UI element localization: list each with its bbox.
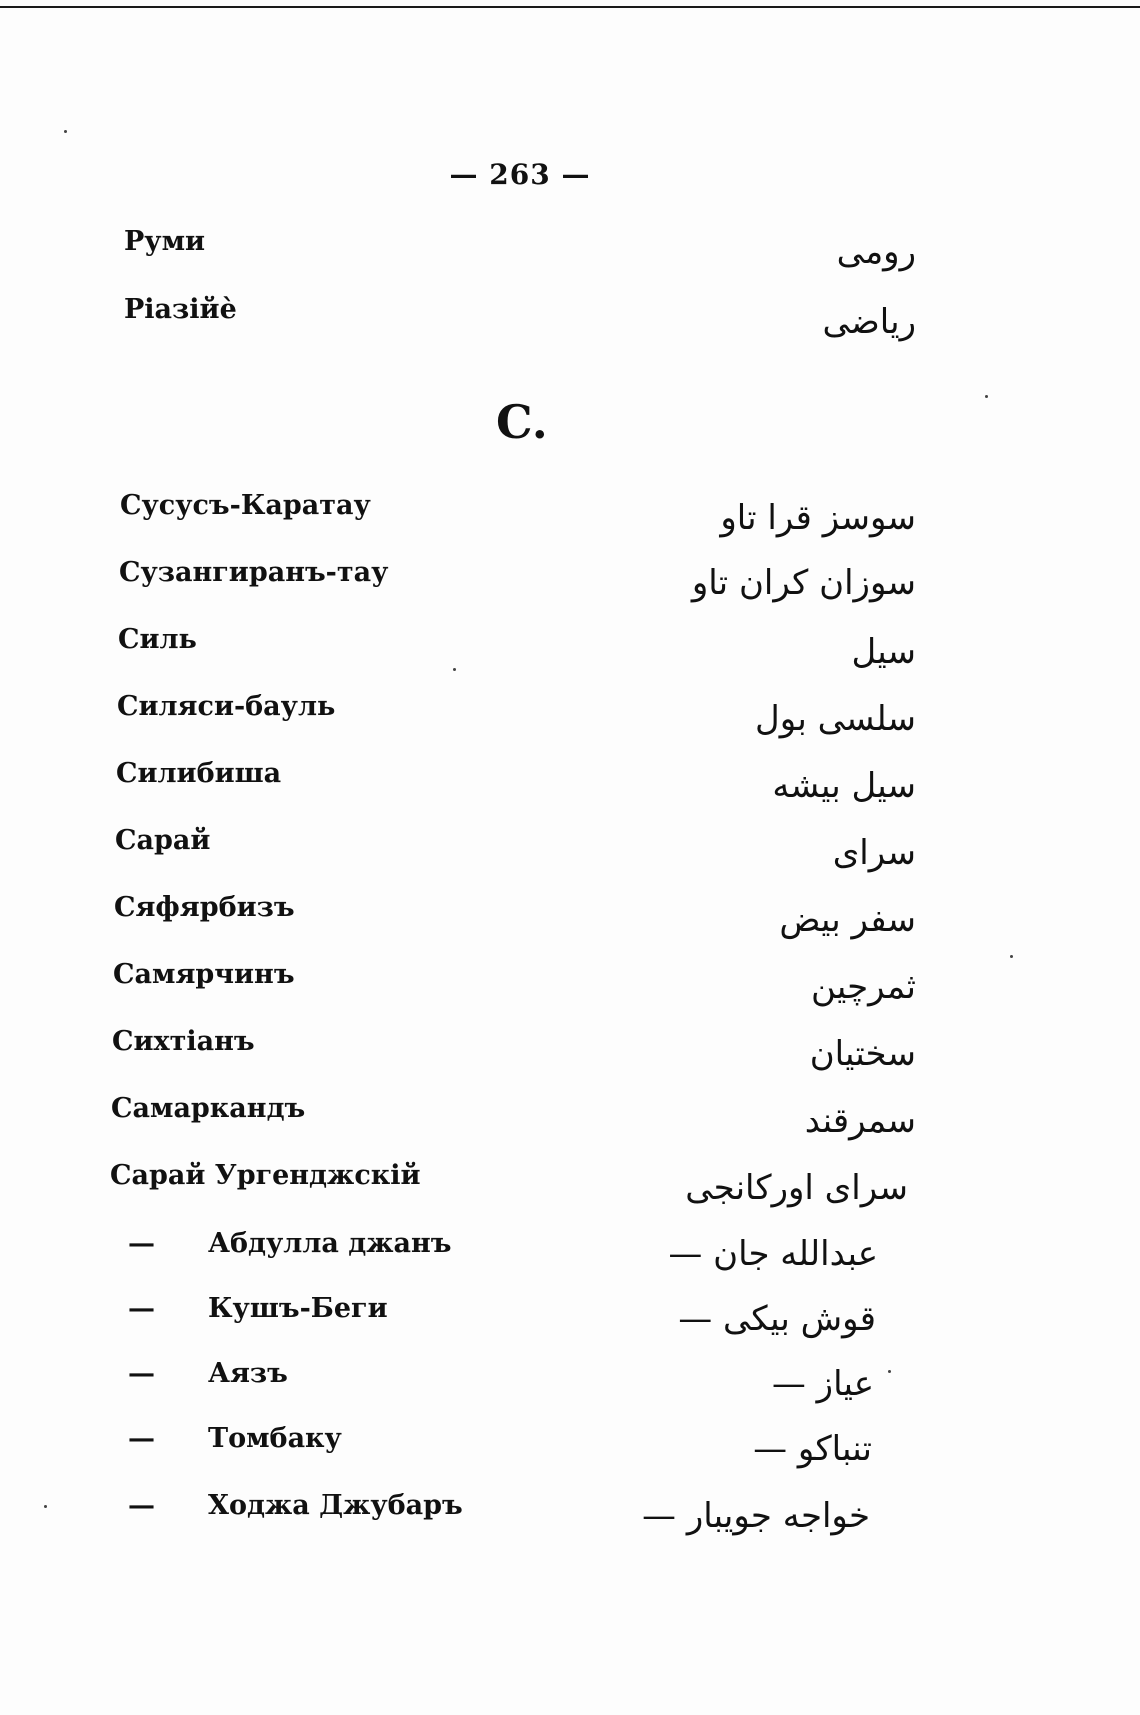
russian-term: Кушъ-Беги — [208, 1293, 388, 1324]
arabic-term: عیاز — — [771, 1364, 874, 1404]
list-item — [0, 294, 1140, 356]
russian-term: Сузангиранъ-тау — [119, 557, 389, 588]
russian-term: Сихтіанъ — [112, 1026, 255, 1057]
arabic-term: ریاضی — [822, 302, 916, 342]
list-item — [0, 825, 1140, 887]
arabic-term: خواجه جویبار — — [642, 1496, 870, 1536]
russian-term: Ріазійѐ — [124, 294, 237, 325]
section-heading: C. — [496, 395, 548, 449]
list-item — [0, 1160, 1140, 1222]
list-item — [0, 691, 1140, 753]
arabic-term: سلسی بول — [755, 699, 916, 739]
arabic-term: سرای اورکانجی — [685, 1168, 908, 1208]
russian-term: Руми — [124, 226, 206, 257]
list-item — [0, 624, 1140, 686]
ditto-dash: — — [128, 1228, 155, 1259]
arabic-term: سیل — [851, 632, 916, 672]
arabic-term: سفر بیض — [779, 900, 916, 940]
list-item — [0, 557, 1140, 619]
arabic-term: تنباکو — — [753, 1429, 872, 1469]
scan-speck — [1010, 955, 1013, 958]
arabic-term: سوزان کران تاو — [691, 563, 916, 603]
list-item — [0, 1490, 1140, 1552]
list-item — [0, 959, 1140, 1021]
ditto-dash: — — [128, 1423, 155, 1454]
list-item — [0, 490, 1140, 552]
list-item — [0, 758, 1140, 820]
scan-speck — [985, 395, 988, 398]
arabic-term: سمرقند — [804, 1101, 916, 1141]
russian-term: Сяфярбизъ — [114, 892, 295, 923]
russian-term: Сарай — [115, 825, 211, 856]
russian-term: Сусусъ-Каратау — [120, 490, 371, 521]
arabic-term: سختیان — [809, 1034, 916, 1074]
russian-term: Самярчинъ — [113, 959, 295, 990]
ditto-dash: — — [128, 1358, 155, 1389]
russian-term: Абдулла джанъ — [208, 1228, 452, 1259]
russian-term: Силибиша — [116, 758, 282, 789]
top-edge-rule — [0, 6, 1140, 8]
scan-speck — [453, 668, 456, 671]
scan-speck — [888, 1370, 891, 1373]
arabic-term: قوش بیکی — — [678, 1299, 876, 1339]
arabic-term: رومی — [836, 232, 916, 272]
russian-term: Силяси-бауль — [117, 691, 336, 722]
russian-term: Силь — [118, 624, 197, 655]
arabic-term: ثمرچین — [810, 967, 916, 1007]
list-item — [0, 1228, 1140, 1290]
ditto-dash: — — [128, 1293, 155, 1324]
russian-term: Аязъ — [208, 1358, 288, 1389]
list-item — [0, 1293, 1140, 1355]
list-item — [0, 1358, 1140, 1420]
list-item — [0, 226, 1140, 288]
list-item — [0, 892, 1140, 954]
arabic-term: سوسز قرا تاو — [720, 498, 916, 538]
list-item — [0, 1423, 1140, 1485]
arabic-term: عبدالله جان — — [668, 1234, 878, 1274]
russian-term: Ходжа Джубаръ — [208, 1490, 463, 1521]
arabic-term: سیل بیشه — [772, 766, 916, 806]
page-number: — 263 — — [449, 158, 591, 191]
arabic-term: سرای — [832, 833, 916, 873]
russian-term: Сарай Ургенджскій — [110, 1160, 421, 1191]
scan-speck — [44, 1505, 47, 1508]
scan-speck — [64, 130, 67, 133]
list-item — [0, 1026, 1140, 1088]
russian-term: Самаркандъ — [111, 1093, 306, 1124]
russian-term: Томбаку — [208, 1423, 342, 1454]
list-item — [0, 1093, 1140, 1155]
ditto-dash: — — [128, 1490, 155, 1521]
